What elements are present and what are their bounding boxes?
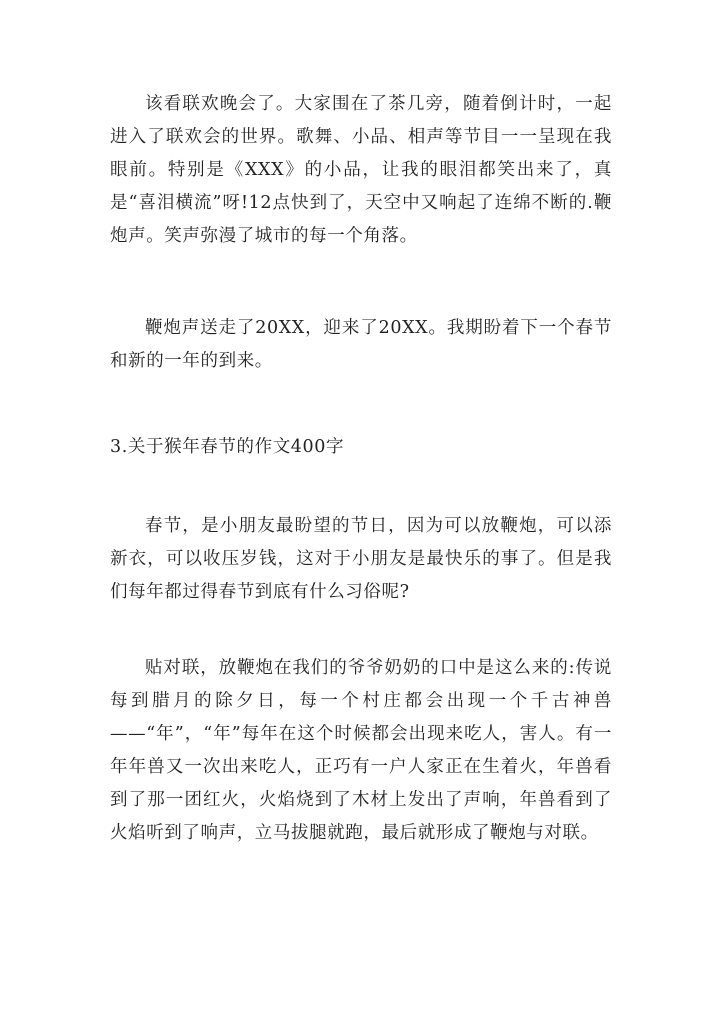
paragraph-spring-festival-intro: 春节，是小朋友最盼望的节日，因为可以放鞭炮，可以添新衣，可以收压岁钱，这对于小朋友是最快乐的事了。但是我们每年都过得春节到底有什么习俗呢? (110, 516, 612, 602)
paragraph-new-year-farewell: 鞭炮声送走了20XX，迎来了20XX。我期盼着下一个春节和新的一年的到来。 (110, 318, 612, 371)
paragraph-nian-legend: 贴对联，放鞭炮在我们的爷爷奶奶的口中是这么来的:传说每到腊月的除夕日，每一个村庄都会出现一个千古神兽——“年”，“年”每年在这个时候都会出现来吃人，害人。有一年年兽又一次出来吃人，正巧有一户人家正在生着火，年兽看到了那一团红火，火焰烧到了木材上发出了声响，年兽看到了火焰听到了响声，立马拔腿就跑，最后就形成了鞭炮与对联。 (110, 658, 612, 843)
section-heading: 3.关于猴年春节的作文400字 (110, 437, 345, 457)
paragraph-gala-evening: 该看联欢晚会了。大家围在了茶几旁，随着倒计时，一起进入了联欢会的世界。歌舞、小品、相声等节目一一呈现在我眼前。特别是《XXX》的小品，让我的眼泪都笑出来了，真是“喜泪横流”呀!12点快到了，天空中又响起了连绵不断的.鞭炮声。笑声弥漫了城市的每一个角落。 (110, 94, 612, 246)
